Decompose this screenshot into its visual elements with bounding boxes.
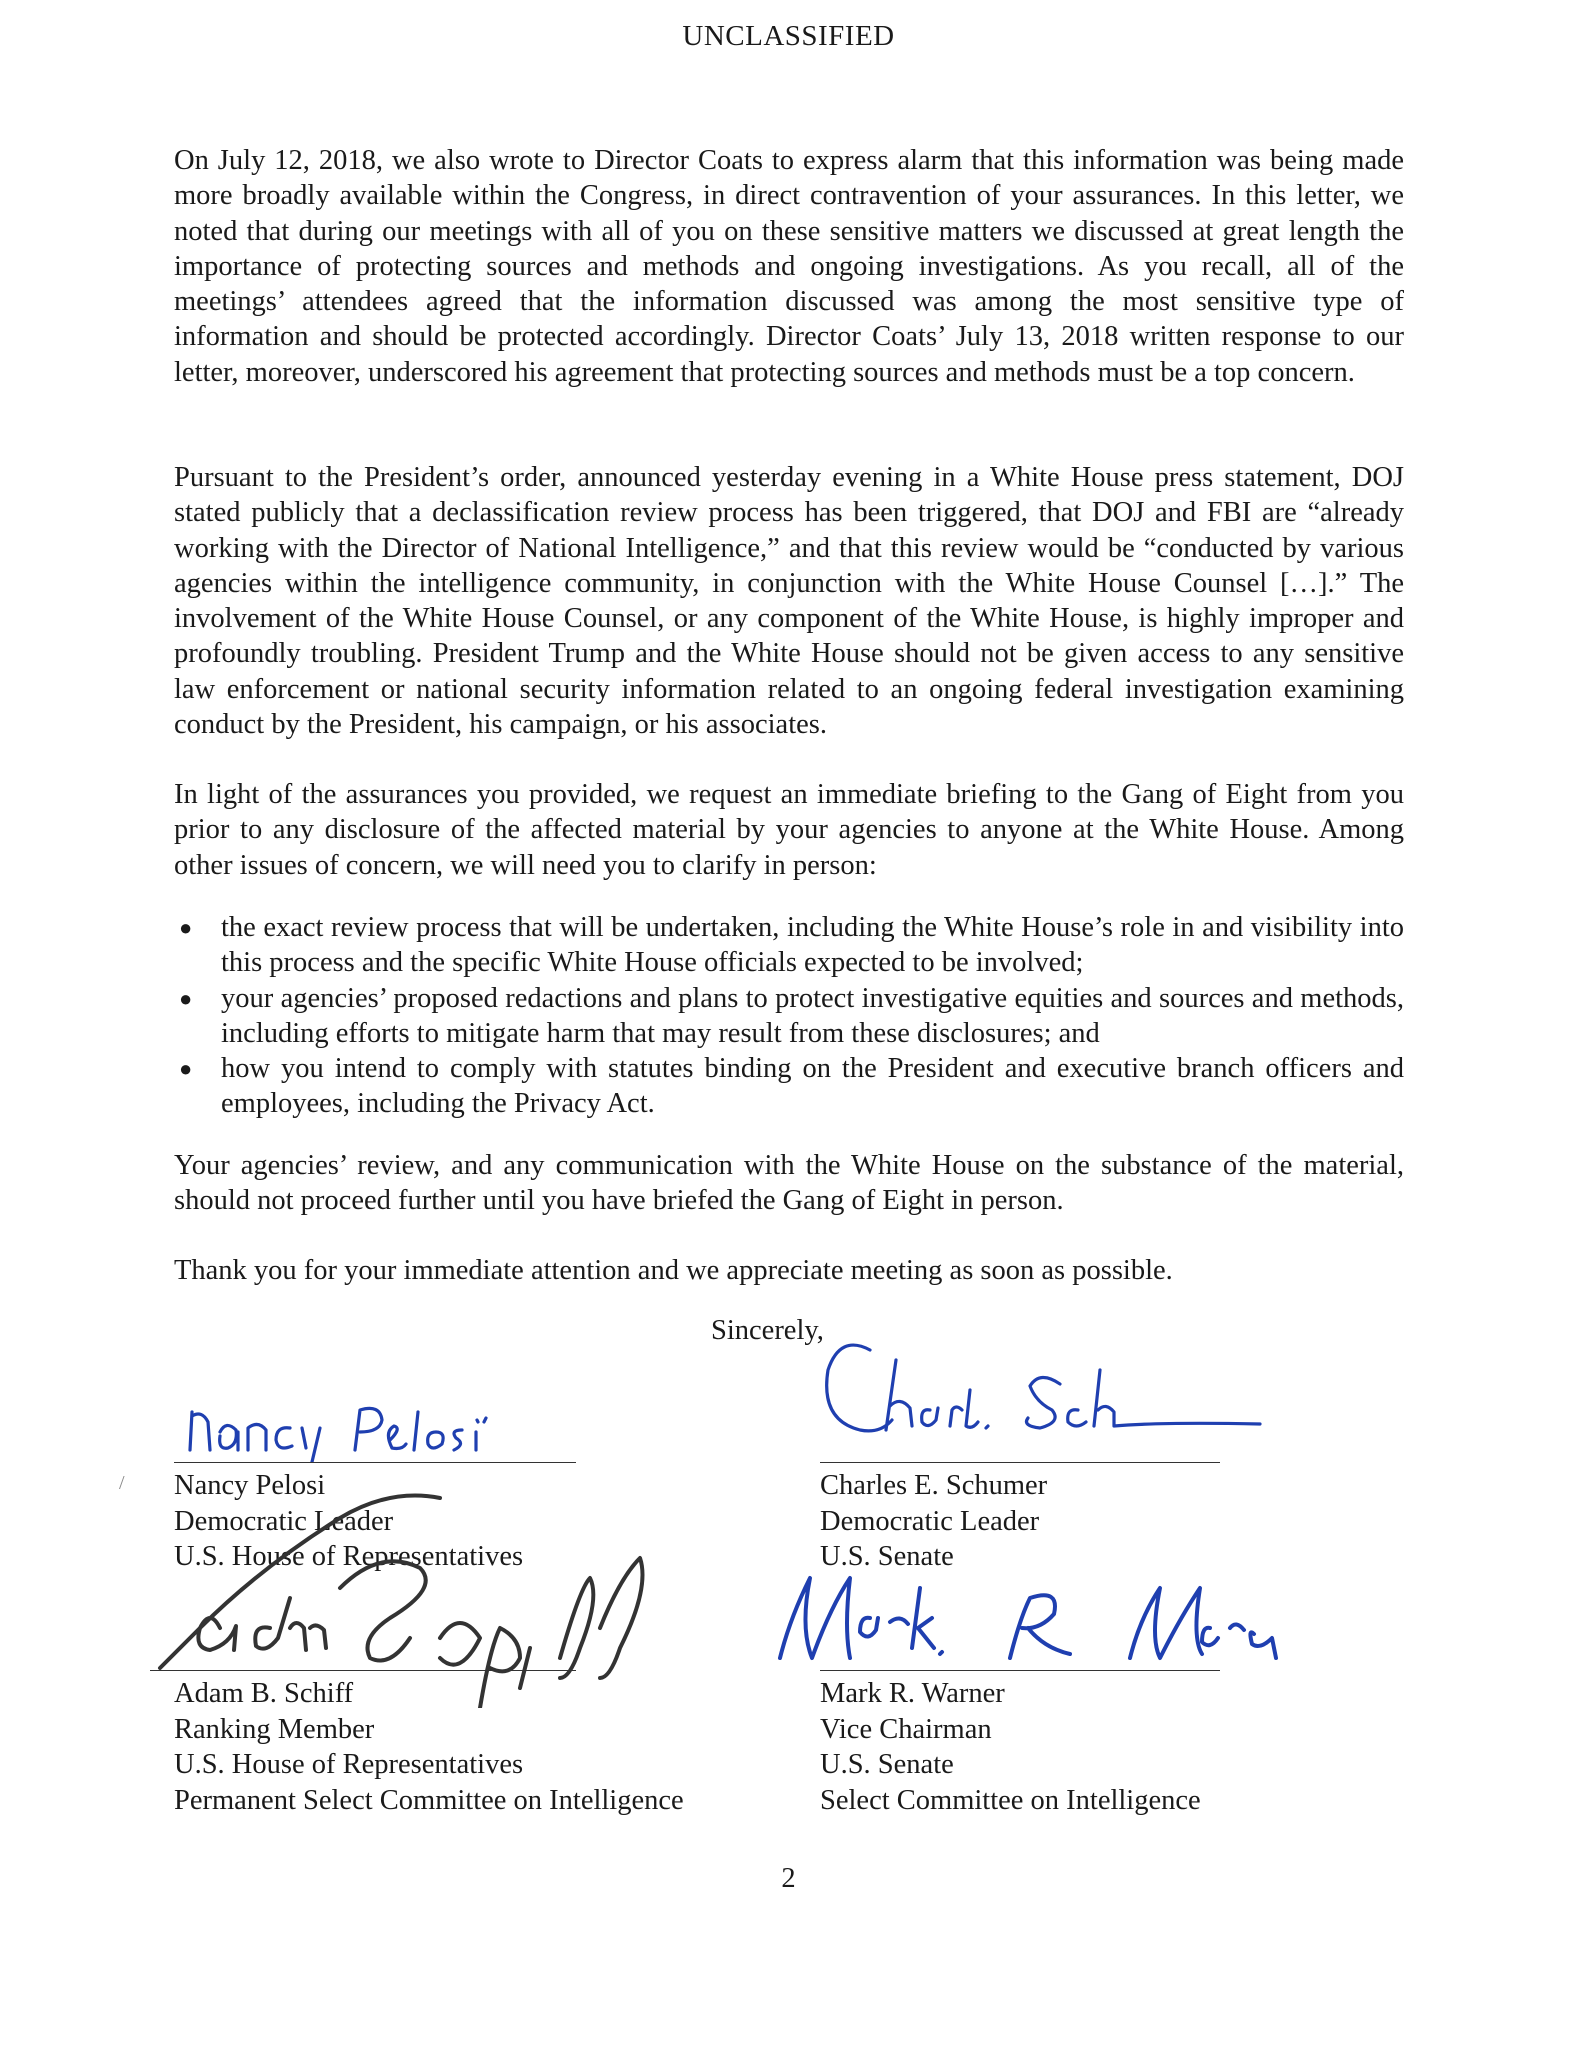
warner-signature-block	[820, 1676, 1201, 1818]
classification-header: UNCLASSIFIED	[682, 20, 895, 52]
signatory-title: Vice Chairman	[820, 1713, 992, 1745]
schiff-signature-line	[150, 1670, 576, 1671]
pelosi-signature	[180, 1392, 540, 1462]
signatory-title: Democratic Leader	[174, 1505, 394, 1537]
signatory-org: U.S. Senate	[820, 1749, 954, 1780]
signatory-org: U.S. Senate	[820, 1541, 954, 1572]
schumer-signature-line	[820, 1462, 1220, 1463]
signatory-committee: Select Committee on Intelligence	[820, 1784, 1201, 1816]
signatory-title: Democratic Leader	[820, 1505, 1040, 1537]
margin-mark: /	[119, 1472, 125, 1494]
page-number: 2	[781, 1863, 796, 1894]
paragraph-thanks: Thank you for your immediate attention and we appreciate meeting as soon as possible.	[174, 1255, 1173, 1286]
bullet-icon: ●	[179, 915, 193, 940]
concerns-list	[174, 910, 1404, 1122]
paragraph-briefing-request: In light of the assurances you provided, we request an immediate briefing to the Gang of Eight from you prior to any disclosure of the affected material by your agencies to anyone at the White House. Among other issues of concern, we will need you to clarify in person:	[174, 779, 1404, 881]
schiff-signature-block	[174, 1676, 684, 1818]
closing: Sincerely,	[711, 1315, 824, 1346]
signatory-org: U.S. House of Representatives	[174, 1749, 524, 1780]
list-item: ● your agencies’ proposed redactions and plans to protect investigative equities and sources and methods, including efforts to mitigate harm that may result from these disclosures; and	[179, 982, 1404, 1049]
paragraph-presidents-order: Pursuant to the President’s order, announced yesterday evening in a White House press statement, DOJ stated publicly that a declassification review process has been triggered, that DOJ and FBI are “already working with the Director of National Intelligence,” and that this review would be “conducted by various agencies within the intelligence community, in conjunction with the White House Counsel […].” The involvement of the White House Counsel, or any component of the White House, is highly improper and profoundly troubling. President Trump and the White House should not be given access to any sensitive law enforcement or national security information related to an ongoing federal investigation examining conduct by the President, his campaign, or his associates.	[174, 462, 1404, 741]
signatory-org: U.S. House of Representatives	[174, 1541, 524, 1572]
pelosi-signature-line	[174, 1462, 576, 1463]
schumer-signature	[800, 1330, 1280, 1460]
bullet-icon: ●	[179, 985, 193, 1011]
signatory-name: Nancy Pelosi	[174, 1470, 326, 1501]
signatory-name: Adam B. Schiff	[174, 1678, 354, 1709]
paragraph-coats-letter: On July 12, 2018, we also wrote to Director Coats to express alarm that this information was being made more broadly available within the Congress, in direct contravention of your assurances. In this letter, we noted that during our meetings with all of you on these sensitive matters we discussed at great length the importance of protecting sources and methods and ongoing investigations. As you recall, all of the meetings’ attendees agreed that the information discussed was among the most sensitive type of information and should be protected accordingly. Director Coats’ July 13, 2018 written response to our letter, moreover, underscored his agreement that protecting sources and methods must be a top concern.	[174, 145, 1404, 388]
warner-signature-line	[820, 1670, 1220, 1671]
paragraph-review-halt: Your agencies’ review, and any communication with the White House on the substance of the material, should not proceed further until you have briefed the Gang of Eight in person.	[174, 1150, 1404, 1217]
bullet-icon: ●	[179, 1056, 193, 1082]
warner-signature	[740, 1558, 1280, 1678]
list-item: ● the exact review process that will be undertaken, including the White House’s role in and visibility into this process and the specific White House officials expected to be involved;	[179, 912, 1404, 979]
signatory-title: Ranking Member	[174, 1713, 375, 1745]
signatory-name: Mark R. Warner	[820, 1678, 1005, 1709]
schiff-signature	[140, 1478, 660, 1708]
list-item: ● how you intend to comply with statutes binding on the President and executive branch officers and employees, including the Privacy Act.	[179, 1053, 1404, 1120]
signatory-name: Charles E. Schumer	[820, 1470, 1048, 1501]
signatory-committee: Permanent Select Committee on Intelligence	[174, 1784, 684, 1816]
